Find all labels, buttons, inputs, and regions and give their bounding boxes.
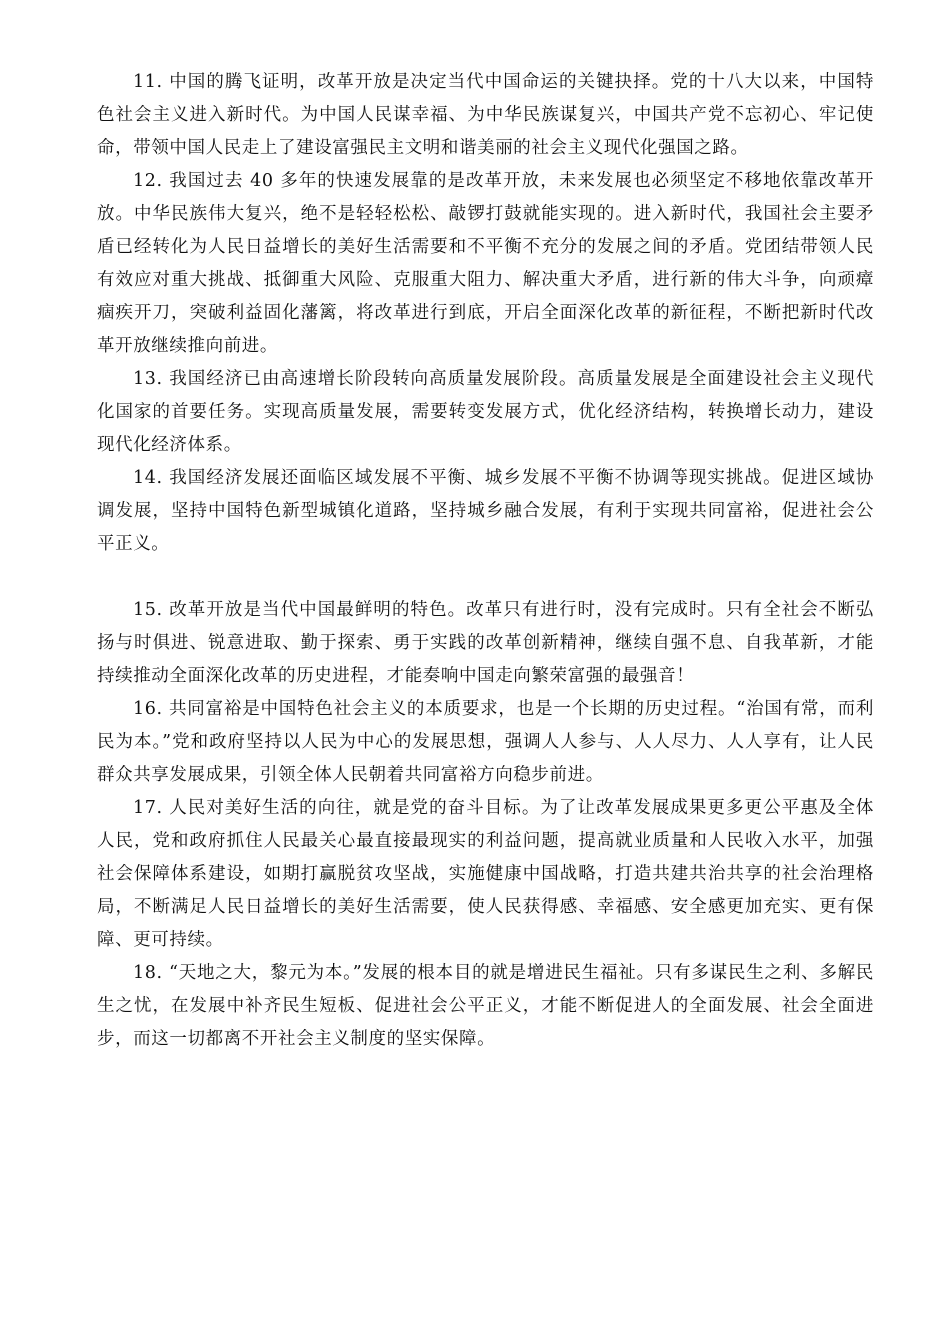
paragraph-13: 13. 我国经济已由高速增长阶段转向高质量发展阶段。高质量发展是全面建设社会主义现代化国家的首要任务。实现高质量发展，需要转变发展方式，优化经济结构，转换增长动力，建设现代化经济体系。: [97, 369, 874, 455]
paragraph-17: 17. 人民对美好生活的向往，就是党的奋斗目标。为了让改革发展成果更多更公平惠及全体人民，党和政府抓住人民最关心最直接最现实的利益问题，提高就业质量和人民收入水平，加强社会保障体系建设，如期打赢脱贫攻坚战，实施健康中国战略，打造共建共治共享的社会治理格局，不断满足人民日益增长的美好生活需要，使人民获得感、幸福感、安全感更加充实、更有保障、更可持续。: [97, 798, 874, 950]
paragraph-15: 15. 改革开放是当代中国最鲜明的特色。改革只有进行时，没有完成时。只有全社会不断弘扬与时俱进、锐意进取、勤于探索、勇于实践的改革创新精神，继续自强不息、自我革新，才能持续推动全面深化改革的历史进程，才能奏响中国走向繁荣富强的最强音！: [97, 600, 874, 686]
paragraph-11: 11. 中国的腾飞证明，改革开放是决定当代中国命运的关键抉择。党的十八大以来，中国特色社会主义进入新时代。为中国人民谋幸福、为中华民族谋复兴，中国共产党不忘初心、牢记使命，带领中国人民走上了建设富强民主文明和谐美丽的社会主义现代化强国之路。: [97, 72, 874, 158]
paragraph-14: 14. 我国经济发展还面临区域发展不平衡、城乡发展不平衡不协调等现实挑战。促进区域协调发展，坚持中国特色新型城镇化道路，坚持城乡融合发展，有利于实现共同富裕，促进社会公平正义。: [97, 468, 874, 554]
paragraph-12: 12. 我国过去 40 多年的快速发展靠的是改革开放，未来发展也必须坚定不移地依靠改革开放。中华民族伟大复兴，绝不是轻轻松松、敲锣打鼓就能实现的。进入新时代，我国社会主要矛盾已经转化为人民日益增长的美好生活需要和不平衡不充分的发展之间的矛盾。党团结带领人民有效应对重大挑战、抵御重大风险、克服重大阻力、解决重大矛盾，进行新的伟大斗争，向顽瘴痼疾开刀，突破利益固化藩篱，将改革进行到底，开启全面深化改革的新征程，不断把新时代改革开放继续推向前进。: [97, 171, 874, 356]
paragraph-16: 16. 共同富裕是中国特色社会主义的本质要求，也是一个长期的历史过程。“治国有常，而利民为本。”党和政府坚持以人民为中心的发展思想，强调人人参与、人人尽力、人人享有，让人民群众共享发展成果，引领全体人民朝着共同富裕方向稳步前进。: [97, 699, 874, 785]
blank-line: [97, 561, 874, 594]
document-body: [97, 66, 874, 1056]
paragraph-18: 18. “天地之大，黎元为本。”发展的根本目的就是增进民生福祉。只有多谋民生之利、多解民生之忧，在发展中补齐民生短板、促进社会公平正义，才能不断促进人的全面发展、社会全面进步，而这一切都离不开社会主义制度的坚实保障。: [97, 963, 874, 1049]
